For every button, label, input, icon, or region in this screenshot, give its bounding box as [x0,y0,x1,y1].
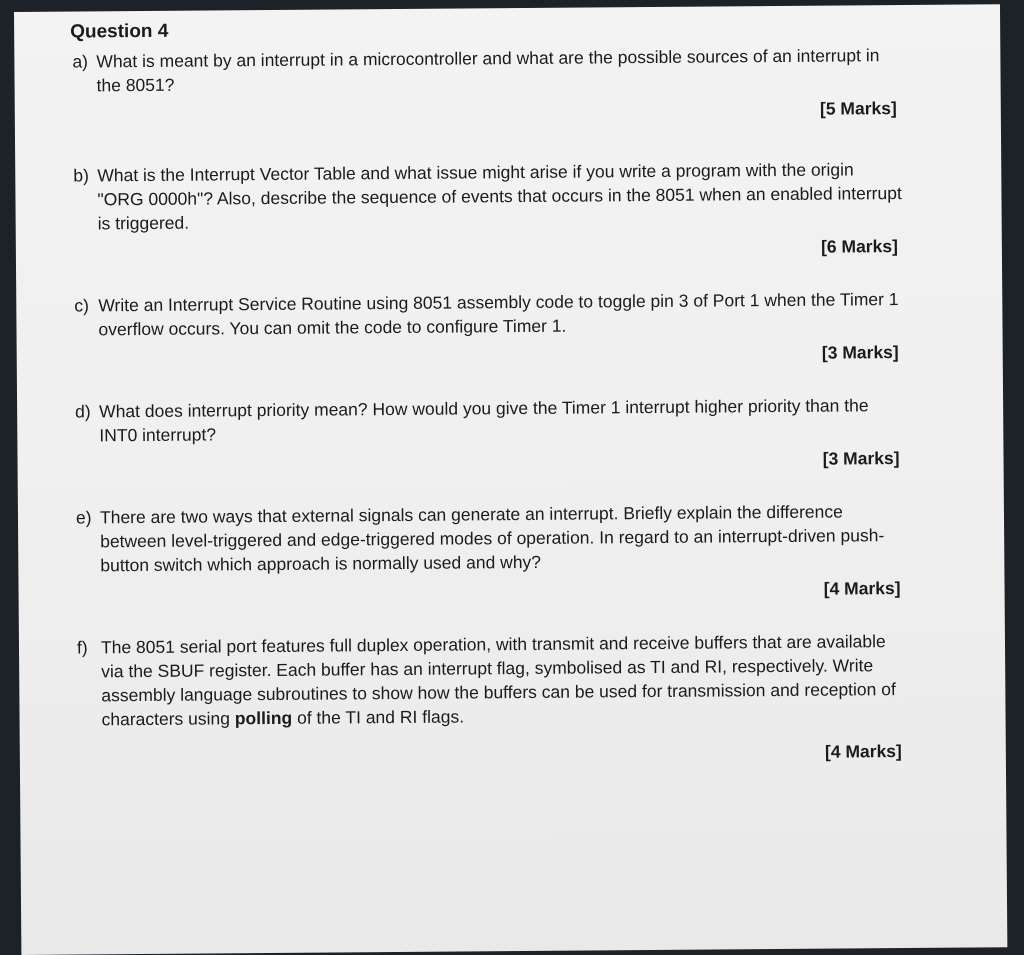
part-text-before: The 8051 serial port features full duplex operation, with transmit and receive buffers that are available via the SBUF register. Each buffer has an interrupt flag, symbolised as TI and RI, respectively. Write assembly language subroutines to show how the buffers can be used for transmission and reception of characters using [100,631,896,730]
part-text: What is meant by an interrupt in a microcontroller and what are the possible sources of an interrupt in the 8051? [96,45,880,96]
marks-label: [5 Marks] [819,98,897,119]
marks-label: [4 Marks] [824,741,902,762]
part-text [101,629,908,731]
question-title: Question 4 [70,20,169,43]
part-letter: a) [72,51,89,72]
part-text: There are two ways that external signals can generate an interrupt. Briefly explain the difference between level-triggered and edge-triggered modes of operation. In regard to an interrupt-driven push-button switch which approach is normally used and why? [99,501,885,576]
part-text-after: of the TI and RI flags. [292,706,465,728]
part-text: What does interrupt priority mean? How would you give the Timer 1 interrupt higher priority than the INT0 interrupt? [99,395,869,446]
question-part-a [72,43,903,126]
question-part-f [77,629,908,769]
marks-label: [3 Marks] [822,448,900,469]
part-letter: d) [75,401,91,422]
part-text: What is the Interrupt Vector Table and what issue might arise if you write a program with the origin "ORG 0000h"? Also, describe the sequence of events that occurs in the 8051 when an enabled interrupt is triggered. [97,159,902,234]
part-letter: b) [73,165,89,186]
question-part-e [76,499,907,606]
question-part-d [75,393,906,476]
exam-paper [14,4,1007,955]
part-text: Write an Interrupt Service Routine using 8051 assembly code to toggle pin 3 of Port 1 when the Timer 1 overflow occurs. You can omit the code to configure Timer 1. [98,289,899,340]
question-part-b [73,157,904,264]
part-letter: e) [75,507,92,528]
part-letter: c) [74,295,89,316]
marks-label: [3 Marks] [821,342,899,363]
part-letter: f) [76,637,88,658]
marks-label: [6 Marks] [820,236,898,257]
part-text-bold: polling [234,707,293,729]
question-part-c [74,287,905,370]
marks-label: [4 Marks] [823,578,901,599]
